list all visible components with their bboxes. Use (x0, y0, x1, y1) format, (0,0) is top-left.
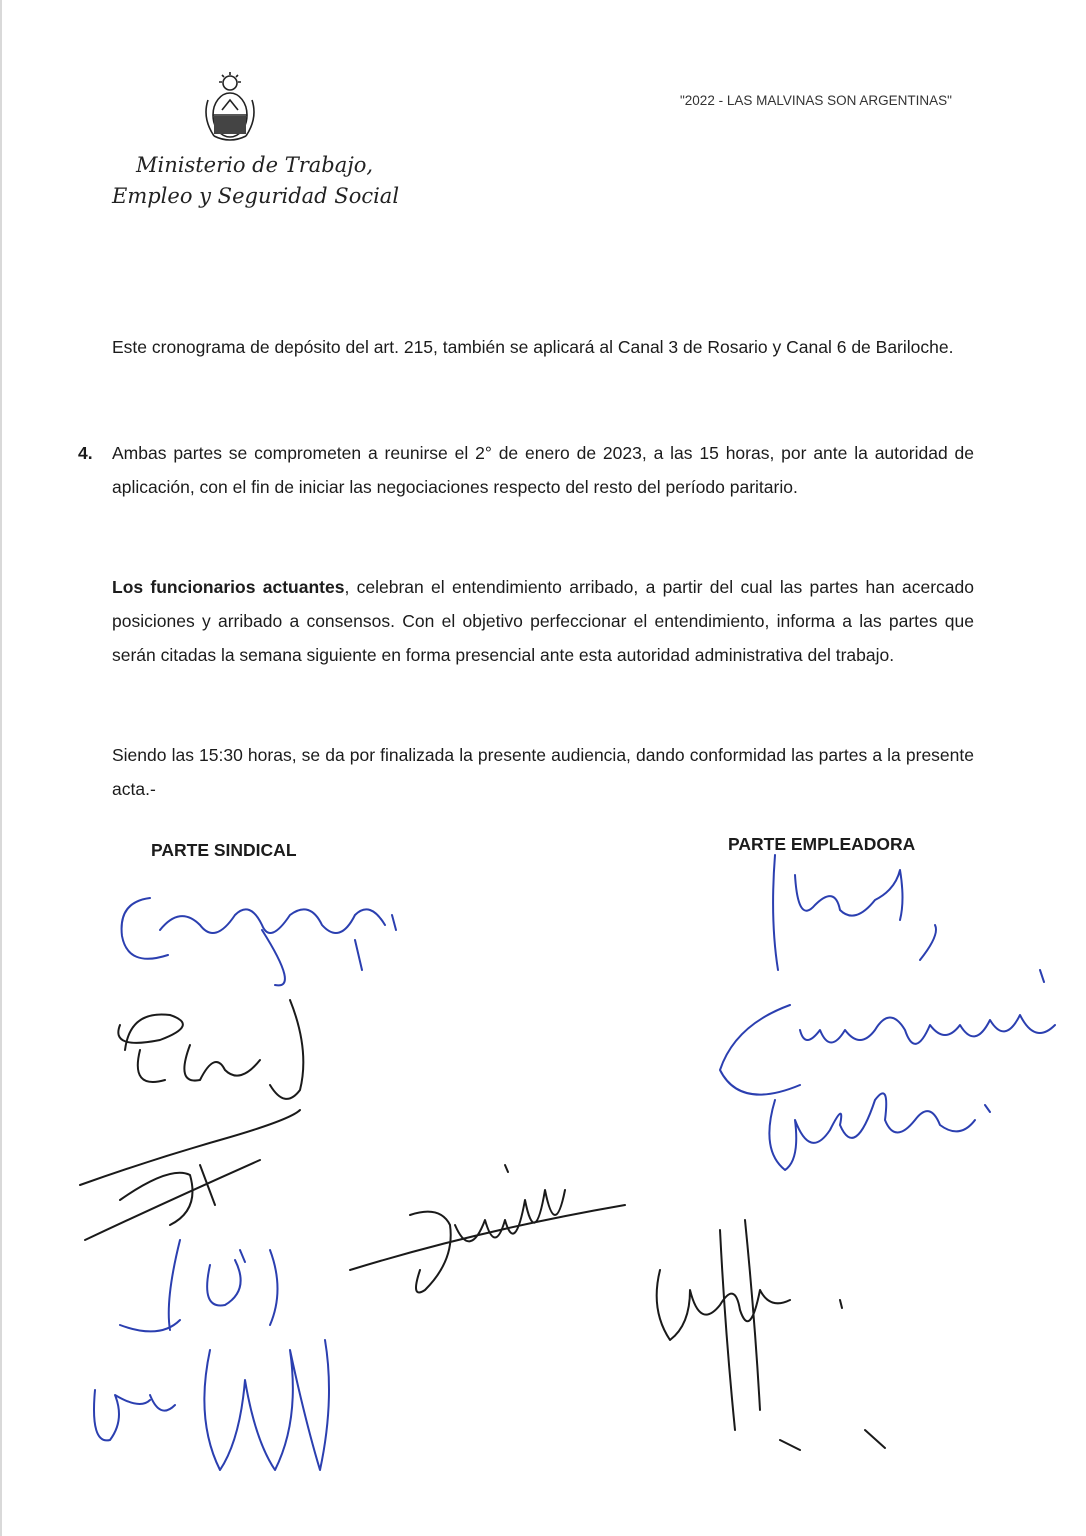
paragraph-item-4: Ambas partes se comprometen a reunirse el 2° de enero de 2023, a las 15 horas, por ante la autoridad de aplicación, con el fin de iniciar las negociaciones respecto del resto del período paritario. (112, 443, 974, 497)
signature-employer-4 (657, 1220, 885, 1450)
employer-party-label: PARTE EMPLEADORA (728, 834, 916, 854)
ministry-line-1: Ministerio de Trabajo, (136, 153, 374, 177)
signature-employer-1 (773, 855, 936, 970)
ministry-line-2: Empleo y Seguridad Social (112, 184, 400, 208)
signature-employer-2 (720, 970, 1055, 1095)
page-edge (0, 0, 2, 1536)
signature-center (350, 1165, 625, 1293)
ministry-name (112, 150, 432, 212)
paragraph-schedule: Este cronograma de depósito del art. 215, también se aplicará al Canal 3 de Rosario y Canal 6 de Bariloche. (112, 337, 954, 357)
item-number: 4. (78, 443, 93, 463)
paragraph-officials (112, 570, 974, 672)
signature-union-5 (94, 1340, 329, 1470)
header-motto: "2022 - LAS MALVINAS SON ARGENTINAS" (680, 93, 952, 108)
signature-union-1 (122, 898, 396, 985)
paragraph-closing: Siendo las 15:30 horas, se da por finalizada la presente audiencia, dando conformidad las partes a la presente acta.- (112, 745, 974, 799)
officials-bold-lead: Los funcionarios actuantes (112, 577, 345, 597)
argentina-coat-of-arms-icon (198, 70, 262, 146)
union-party-label: PARTE SINDICAL (151, 840, 297, 860)
signature-union-2 (118, 1000, 303, 1099)
officials-text: , celebran el entendimiento arribado, a partir del cual las partes han acercado posiciones y arribado a consensos. Con el objetivo perfeccionar el entendimiento, informa a las partes que serán citadas la semana siguiente en forma presencial ante esta autoridad administrativa del trabajo. (112, 577, 974, 665)
signature-union-3 (80, 1110, 300, 1240)
signature-employer-3 (769, 1093, 990, 1170)
signature-union-4 (120, 1240, 278, 1331)
